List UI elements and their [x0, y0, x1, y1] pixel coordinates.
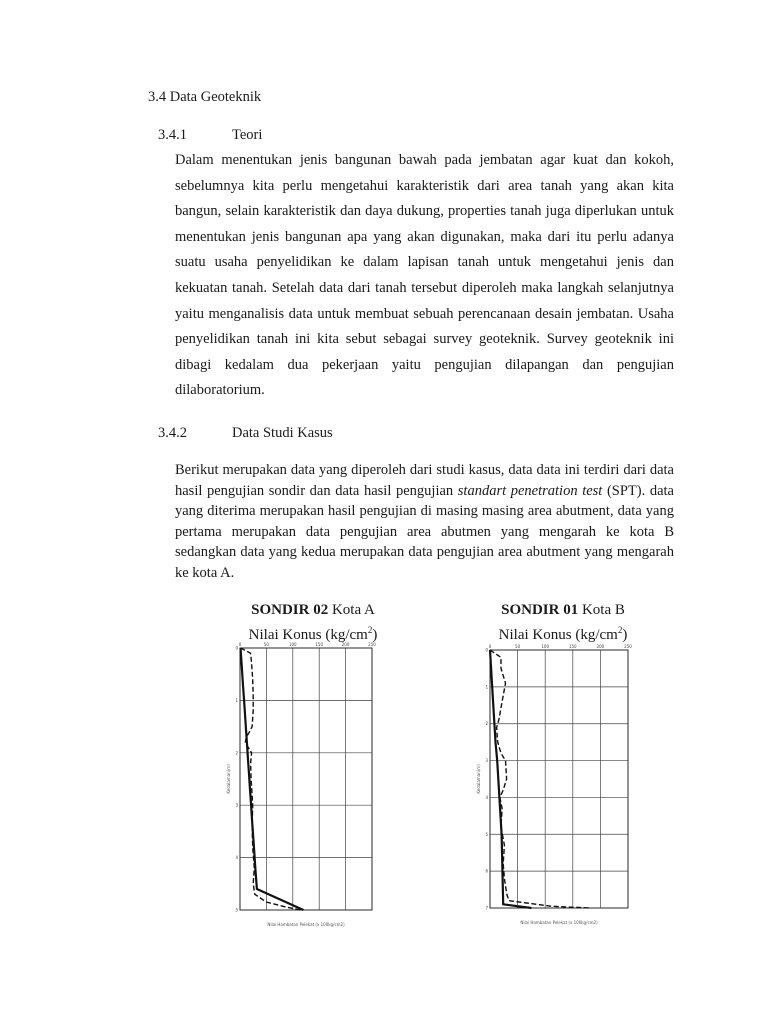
sondir-02-chart — [224, 640, 384, 940]
x-tick-label: 50 — [515, 644, 521, 649]
sondir-01-chart — [472, 642, 642, 942]
chart-title-sondir-02 — [228, 600, 398, 645]
y-tick-label: 0 — [235, 645, 238, 651]
x-tick-label: 50 — [263, 642, 269, 647]
x-axis-label: Nilai Hambatan Pelekat (x 100kg/cm2) — [267, 922, 345, 927]
chart-heading-rest: Kota B — [578, 602, 625, 618]
y-tick-label: 3 — [235, 802, 238, 808]
y-tick-label: 7 — [485, 905, 488, 911]
series-line-dashed — [490, 650, 589, 908]
x-tick-label: 200 — [341, 642, 350, 647]
x-tick-label: 100 — [541, 644, 550, 649]
y-tick-label: 5 — [235, 907, 238, 913]
y-tick-label: 0 — [485, 647, 488, 653]
x-tick-label: 250 — [368, 642, 376, 647]
y-tick-label: 1 — [235, 697, 238, 703]
y-axis-label: Kedalaman(m) — [476, 764, 481, 794]
chart-heading — [478, 600, 648, 620]
y-tick-label: 4 — [235, 855, 238, 861]
chart-title-sondir-01 — [478, 600, 648, 645]
paragraph-italic-term: standart penetration test — [457, 482, 603, 499]
x-tick-label: 0 — [238, 642, 242, 647]
chart-heading-bold: SONDIR 01 — [501, 602, 579, 618]
y-axis-label: Kedalaman(m) — [226, 764, 231, 794]
paragraph-text: Berikut merupakan data yang diperoleh dari studi kasus, data data ini terdiri dari data hasil pengujian sondir dan data hasil pengujian — [175, 462, 674, 499]
chart-subtitle-close: ) — [372, 627, 378, 643]
series-line-solid — [490, 650, 531, 908]
x-tick-label: 0 — [488, 644, 492, 649]
chart-heading-bold: SONDIR 02 — [251, 602, 329, 618]
y-tick-label: 5 — [485, 831, 488, 837]
section-heading: 3.4 Data Geoteknik — [148, 89, 262, 105]
chart-subtitle-sup: 2 — [617, 625, 623, 635]
chart-subtitle-sup: 2 — [367, 625, 373, 635]
x-tick-label: 250 — [624, 644, 632, 649]
y-tick-label: 4 — [485, 794, 488, 800]
plot-frame — [240, 648, 372, 910]
subsection-title: Data Studi Kasus — [232, 425, 333, 441]
y-tick-label: 1 — [485, 684, 488, 690]
series-line-solid — [241, 648, 304, 910]
x-tick-label: 150 — [315, 642, 324, 647]
subsection-number: 3.4.2 — [158, 425, 187, 441]
y-tick-label: 2 — [485, 721, 488, 727]
paragraph-text: (SPT). data yang diterima merupakan hasil pengujian di masing masing area abutment, data yang pertama merupakan data pengujian area abutmen yang mengarah ke kota B sedangkan data yang kedua merupakan data pengujian area abutment yang mengarah ke kota A. — [175, 482, 674, 581]
subsection-title: Teori — [232, 127, 263, 143]
theory-paragraph: Dalam menentukan jenis bangunan bawah pada jembatan agar kuat dan kokoh, sebelumnya kita perlu mengetahui karakteristik dari area tanah yang akan kita bangun, selain karakteristik dan daya dukung, properties tanah juga diperlukan untuk menentukan jenis bangunan apa yang akan digunakan, maka dari itu perlu adanya suatu usaha penyelidikan ke dalam lapisan tanah untuk mengetahui jenis dan kekuatan tanah. Setelah data dari tanah tersebut diperoleh maka langkah selanjutnya yaitu menganalisis data untuk membuat sebuah perencanaan desain jembatan. Usaha penyelidikan tanah ini kita sebut sebagai survey geoteknik. Survey geoteknik ini dibagi kedalam dua pekerjaan yaitu pengujian dilapangan dan pengujian dilaboratorium. — [175, 152, 674, 399]
x-axis-label: Nilai Hambatan Pelekat (x 100kg/cm2) — [520, 920, 598, 925]
x-tick-label: 200 — [596, 644, 605, 649]
y-tick-label: 6 — [485, 868, 488, 874]
x-tick-label: 150 — [568, 644, 577, 649]
chart-heading-rest: Kota A — [328, 602, 375, 618]
case-study-paragraph — [175, 460, 674, 584]
x-tick-label: 100 — [288, 642, 297, 647]
y-tick-label: 3 — [485, 758, 488, 764]
subsection-number: 3.4.1 — [158, 127, 187, 143]
chart-subtitle-text: Nilai Konus (kg/cm — [498, 627, 618, 643]
chart-subtitle-close: ) — [622, 627, 628, 643]
plot-frame — [490, 650, 628, 908]
chart-subtitle-text: Nilai Konus (kg/cm — [248, 627, 368, 643]
y-tick-label: 2 — [235, 750, 238, 756]
chart-heading — [228, 600, 398, 620]
